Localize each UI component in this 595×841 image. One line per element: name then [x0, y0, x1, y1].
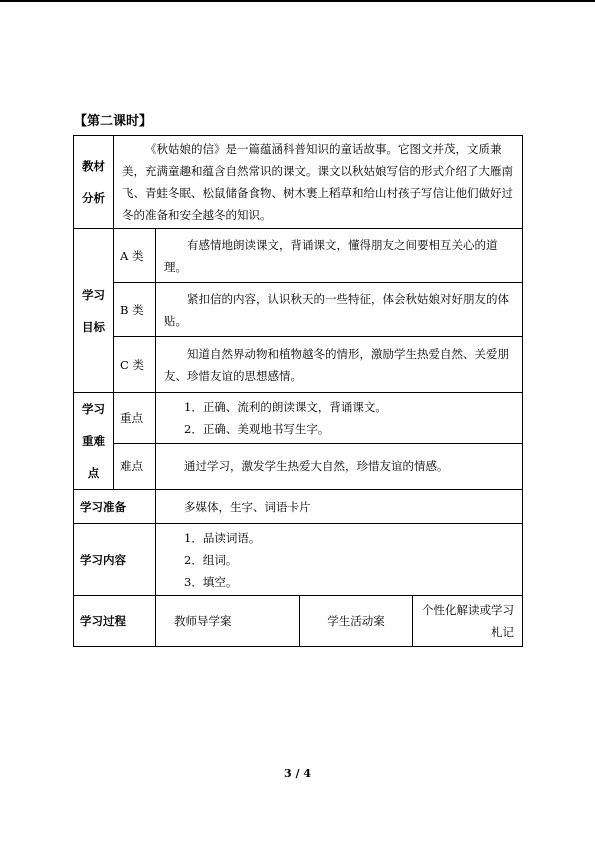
difficulty-label: 难点: [114, 443, 156, 489]
lesson-plan-table: [73, 135, 523, 647]
process-label: 学习过程: [74, 596, 156, 647]
goal-text-a: 有感情地朗读课文，背诵课文，懂得朋友之间要相互关心的道理。: [156, 229, 523, 283]
process-row: [74, 596, 523, 647]
content-item: 3．填空。: [184, 574, 238, 589]
section-title: 【第二课时】: [74, 114, 153, 129]
focus-row: [74, 393, 523, 444]
analysis-row: [74, 136, 523, 229]
page-number: 3 / 4: [284, 767, 311, 780]
preparation-label: 学习准备: [74, 490, 156, 524]
goal-type-c: C 类: [114, 337, 156, 393]
goal-row-a: [74, 229, 523, 283]
analysis-text: 《秋姑娘的信》是一篇蕴涵科普知识的童话故事。它图文并茂，文质兼美，充满童趣和蕴含自然常识的课文。课文以秋姑娘写信的形式介绍了大雁南飞、青蛙冬眠、松鼠储备食物、树木裹上稻草和给山村孩子写信让他们做好过冬的准备和安全越冬的知识。: [114, 136, 523, 229]
preparation-text: 多媒体，生字、词语卡片: [156, 490, 523, 524]
focus-label: 重点: [114, 393, 156, 444]
top-rule: [0, 0, 595, 2]
goal-row-b: [74, 283, 523, 337]
content-list: [156, 524, 523, 596]
goal-type-b: B 类: [114, 283, 156, 337]
content-item: 1．品读词语。: [184, 530, 261, 545]
process-col-student: 学生活动案: [300, 596, 413, 647]
focus-item: 2．正确、美观地书写生字。: [184, 421, 330, 436]
goals-label: 学习目标: [74, 229, 114, 393]
difficulty-text: 通过学习，激发学生热爱大自然，珍惜友谊的情感。: [156, 443, 523, 489]
goal-text-b: 紧扣信的内容，认识秋天的一些特征，体会秋姑娘对好朋友的体贴。: [156, 283, 523, 337]
difficulty-row: [74, 443, 523, 489]
focus-item: 1．正确、流利的朗读课文，背诵课文。: [184, 399, 387, 414]
focus-list: [156, 393, 523, 444]
goal-text-c: 知道自然界动物和植物越冬的情形，激励学生热爱自然、关爱朋友、珍惜友谊的思想感情。: [156, 337, 523, 393]
goal-row-c: [74, 337, 523, 393]
process-col-notes: 个性化解读或学习札记: [413, 596, 523, 647]
content-item: 2．组词。: [184, 552, 238, 567]
content-row: [74, 524, 523, 596]
content-label: 学习内容: [74, 524, 156, 596]
preparation-row: [74, 490, 523, 524]
goal-type-a: A 类: [114, 229, 156, 283]
process-col-teacher: 教师导学案: [156, 596, 300, 647]
key-points-label: 学习重难点: [74, 393, 114, 490]
analysis-label: 教材分析: [74, 136, 114, 229]
